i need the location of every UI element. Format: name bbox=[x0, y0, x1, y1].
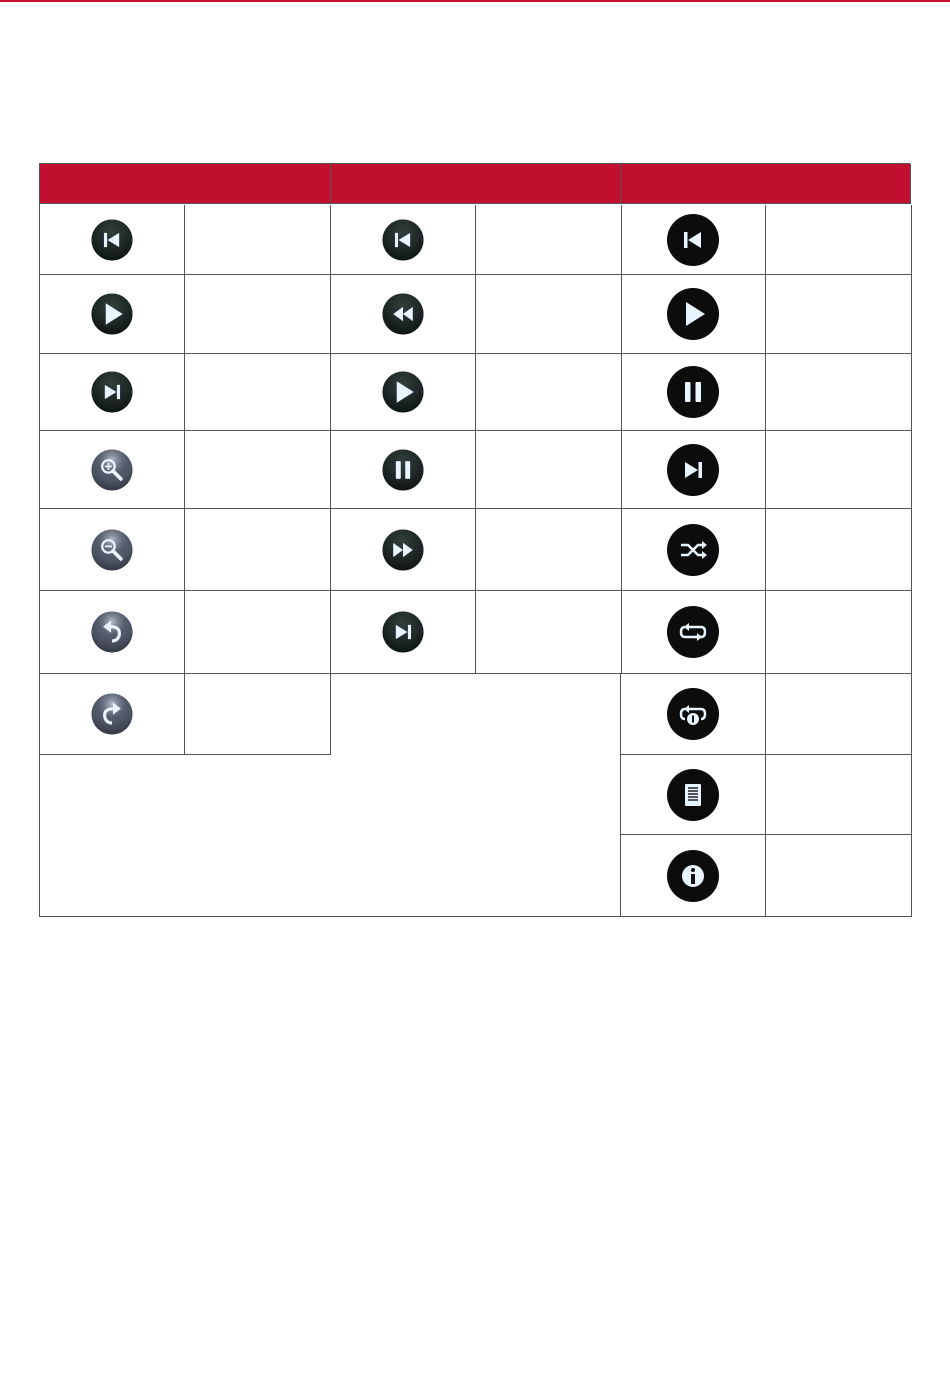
pause-icon bbox=[378, 445, 428, 495]
column-header-3 bbox=[621, 164, 911, 204]
pause-icon bbox=[665, 364, 721, 420]
icon-cell bbox=[40, 431, 185, 509]
function-label bbox=[476, 591, 622, 674]
icon-cell bbox=[331, 431, 476, 509]
function-label bbox=[185, 591, 331, 674]
function-label bbox=[476, 354, 622, 431]
repeat-icon bbox=[665, 604, 721, 660]
icon-cell bbox=[40, 509, 185, 591]
function-label bbox=[476, 431, 622, 509]
function-label bbox=[185, 205, 331, 275]
column-header-1 bbox=[40, 164, 331, 204]
zoom-in-icon bbox=[87, 445, 137, 495]
top-rule bbox=[0, 0, 950, 2]
next-icon bbox=[378, 607, 428, 657]
column-header-2 bbox=[331, 164, 621, 204]
previous-icon bbox=[665, 212, 721, 268]
icon-cell bbox=[621, 509, 766, 591]
rotate-right-icon bbox=[87, 689, 137, 739]
icon-cell bbox=[621, 755, 766, 835]
function-label bbox=[185, 431, 331, 509]
icon-cell bbox=[621, 835, 766, 917]
icon-cell bbox=[40, 674, 185, 755]
controls-table bbox=[39, 163, 910, 917]
icon-cell bbox=[40, 591, 185, 674]
function-label bbox=[476, 205, 622, 275]
function-label bbox=[476, 509, 622, 591]
icon-cell bbox=[621, 275, 766, 354]
icon-cell bbox=[621, 205, 766, 275]
empty-area bbox=[40, 755, 621, 917]
repeat-one-icon bbox=[665, 686, 721, 742]
function-label bbox=[766, 275, 912, 354]
function-label bbox=[766, 674, 912, 755]
icon-cell bbox=[40, 354, 185, 431]
previous-icon bbox=[378, 215, 428, 265]
icon-cell bbox=[621, 591, 766, 674]
icon-cell bbox=[331, 205, 476, 275]
function-label bbox=[766, 205, 912, 275]
icon-cell bbox=[331, 275, 476, 354]
zoom-out-icon bbox=[87, 525, 137, 575]
function-label bbox=[766, 354, 912, 431]
shuffle-icon bbox=[665, 522, 721, 578]
icon-cell bbox=[40, 275, 185, 354]
icon-cell bbox=[621, 674, 766, 755]
next-icon bbox=[665, 442, 721, 498]
fast-forward-icon bbox=[378, 525, 428, 575]
function-label bbox=[185, 354, 331, 431]
function-label bbox=[476, 275, 622, 354]
function-label bbox=[185, 509, 331, 591]
function-label bbox=[766, 755, 912, 835]
info-icon bbox=[665, 848, 721, 904]
icon-cell bbox=[40, 205, 185, 275]
rewind-icon bbox=[378, 289, 428, 339]
icon-cell bbox=[331, 354, 476, 431]
icon-cell bbox=[331, 591, 476, 674]
function-label bbox=[766, 431, 912, 509]
function-label bbox=[185, 275, 331, 354]
next-icon bbox=[87, 367, 137, 417]
play-icon bbox=[665, 286, 721, 342]
rotate-left-icon bbox=[87, 607, 137, 657]
icon-cell bbox=[621, 354, 766, 431]
play-icon bbox=[87, 289, 137, 339]
function-label bbox=[766, 835, 912, 917]
icon-cell bbox=[621, 431, 766, 509]
play-icon bbox=[378, 367, 428, 417]
previous-icon bbox=[87, 215, 137, 265]
icon-cell bbox=[331, 509, 476, 591]
function-label bbox=[766, 509, 912, 591]
function-label bbox=[185, 674, 331, 755]
playlist-icon bbox=[665, 767, 721, 823]
function-label bbox=[766, 591, 912, 674]
